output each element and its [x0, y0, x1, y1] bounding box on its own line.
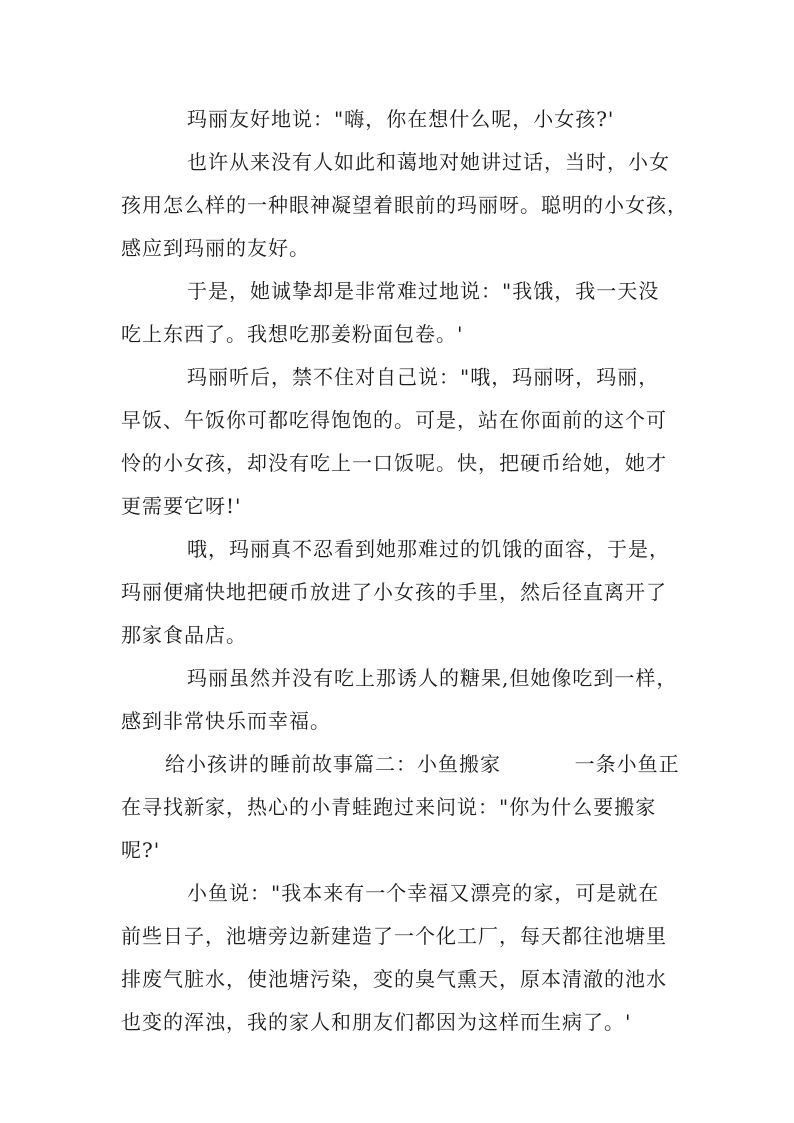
paragraph-line: 呢?'	[121, 838, 161, 862]
paragraph-line: 怜的小女孩，却没有吃上一口饭呢。快，把硬币给她，她才	[121, 451, 667, 475]
paragraph-line: 也许从来没有人如此和蔼地对她讲过话，当时，小女	[187, 150, 670, 174]
paragraph-line: 孩用怎么样的一种眼神凝望着眼前的玛丽呀。聪明的小女孩，	[121, 193, 688, 217]
paragraph-line: 玛丽虽然并没有吃上那诱人的糖果,但她像吃到一样，	[187, 666, 678, 690]
paragraph-line: 玛丽听后，禁不住对自己说："哦，玛丽呀，玛丽，	[187, 365, 660, 389]
paragraph-line: 吃上东西了。我想吃那姜粉面包卷。'	[121, 322, 464, 346]
section-heading-line: 给小孩讲的睡前故事篇二：小鱼搬家 一条小鱼正	[165, 752, 680, 776]
paragraph-line: 更需要它呀!'	[121, 494, 242, 518]
paragraph-line: 在寻找新家，热心的小青蛙跑过来问说："你为什么要搬家	[121, 795, 657, 819]
paragraph-line: 感到非常快乐而幸福。	[121, 709, 331, 733]
paragraph-line: 玛丽友好地说："嗨，你在想什么呢，小女孩?'	[187, 107, 615, 131]
paragraph-line: 那家食品店。	[121, 623, 247, 647]
paragraph-line: 于是，她诚挚却是非常难过地说："我饿，我一天没	[187, 279, 660, 303]
paragraph-line: 哦，玛丽真不忍看到她那难过的饥饿的面容，于是，	[187, 537, 670, 561]
paragraph-line: 排废气脏水，使池塘污染，变的臭气熏天，原本清澈的池水	[121, 967, 667, 991]
paragraph-line: 小鱼说："我本来有一个幸福又漂亮的家，可是就在	[187, 881, 660, 905]
paragraph-line: 早饭、午饭你可都吃得饱饱的。可是，站在你面前的这个可	[121, 408, 667, 432]
paragraph-line: 玛丽便痛快地把硬币放进了小女孩的手里，然后径直离开了	[121, 580, 667, 604]
paragraph-line: 前些日子，池塘旁边新建造了一个化工厂，每天都往池塘里	[121, 924, 667, 948]
paragraph-line: 感应到玛丽的友好。	[121, 236, 310, 260]
paragraph-line: 也变的浑浊，我的家人和朋友们都因为这样而生病了。'	[121, 1010, 632, 1034]
